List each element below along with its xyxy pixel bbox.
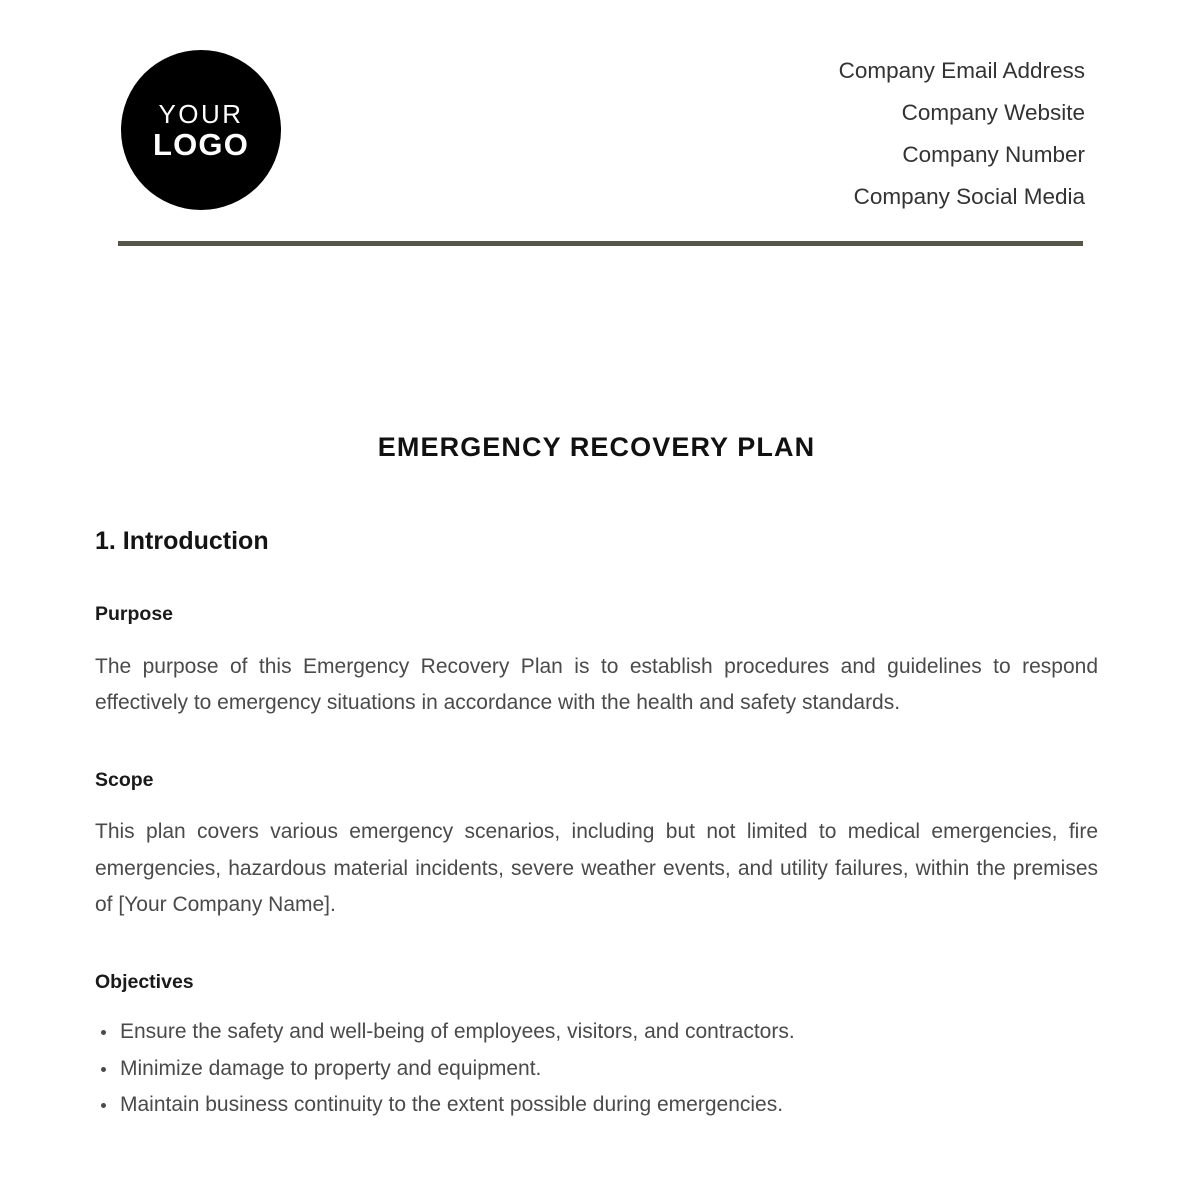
subheading-purpose: Purpose xyxy=(95,603,174,626)
objectives-list xyxy=(95,1014,1098,1124)
subheading-objectives: Objectives xyxy=(95,970,194,993)
logo-line-your: YOUR xyxy=(158,98,244,129)
page-title: EMERGENCY RECOVERY PLAN xyxy=(377,432,816,462)
list-item: Maintain business continuity to the extent possible during emergencies. xyxy=(95,1087,1098,1124)
contact-website: Company Website xyxy=(901,100,1085,125)
paragraph-scope: This plan covers various emergency scenarios, including but not limited to medical emergencies, fire emergencies, hazardous material incidents, severe weather events, and utility failures, within the premises of [Your Company Name]. xyxy=(95,820,1098,917)
paragraph-purpose: The purpose of this Emergency Recovery Plan is to establish procedures and guidelines to respond effectively to emergency situations in accordance with the health and safety standards. xyxy=(95,654,1098,715)
list-item: Minimize damage to property and equipment. xyxy=(95,1051,1098,1088)
list-item: Ensure the safety and well-being of employees, visitors, and contractors. xyxy=(95,1014,1098,1051)
contact-number: Company Number xyxy=(902,142,1085,167)
contact-social-media: Company Social Media xyxy=(853,184,1085,209)
logo-line-logo: LOGO xyxy=(152,126,250,162)
subheading-scope: Scope xyxy=(95,768,154,791)
document-content xyxy=(95,0,1098,1124)
contact-email-address: Company Email Address xyxy=(838,58,1085,83)
section-heading-introduction: 1. Introduction xyxy=(95,527,269,556)
